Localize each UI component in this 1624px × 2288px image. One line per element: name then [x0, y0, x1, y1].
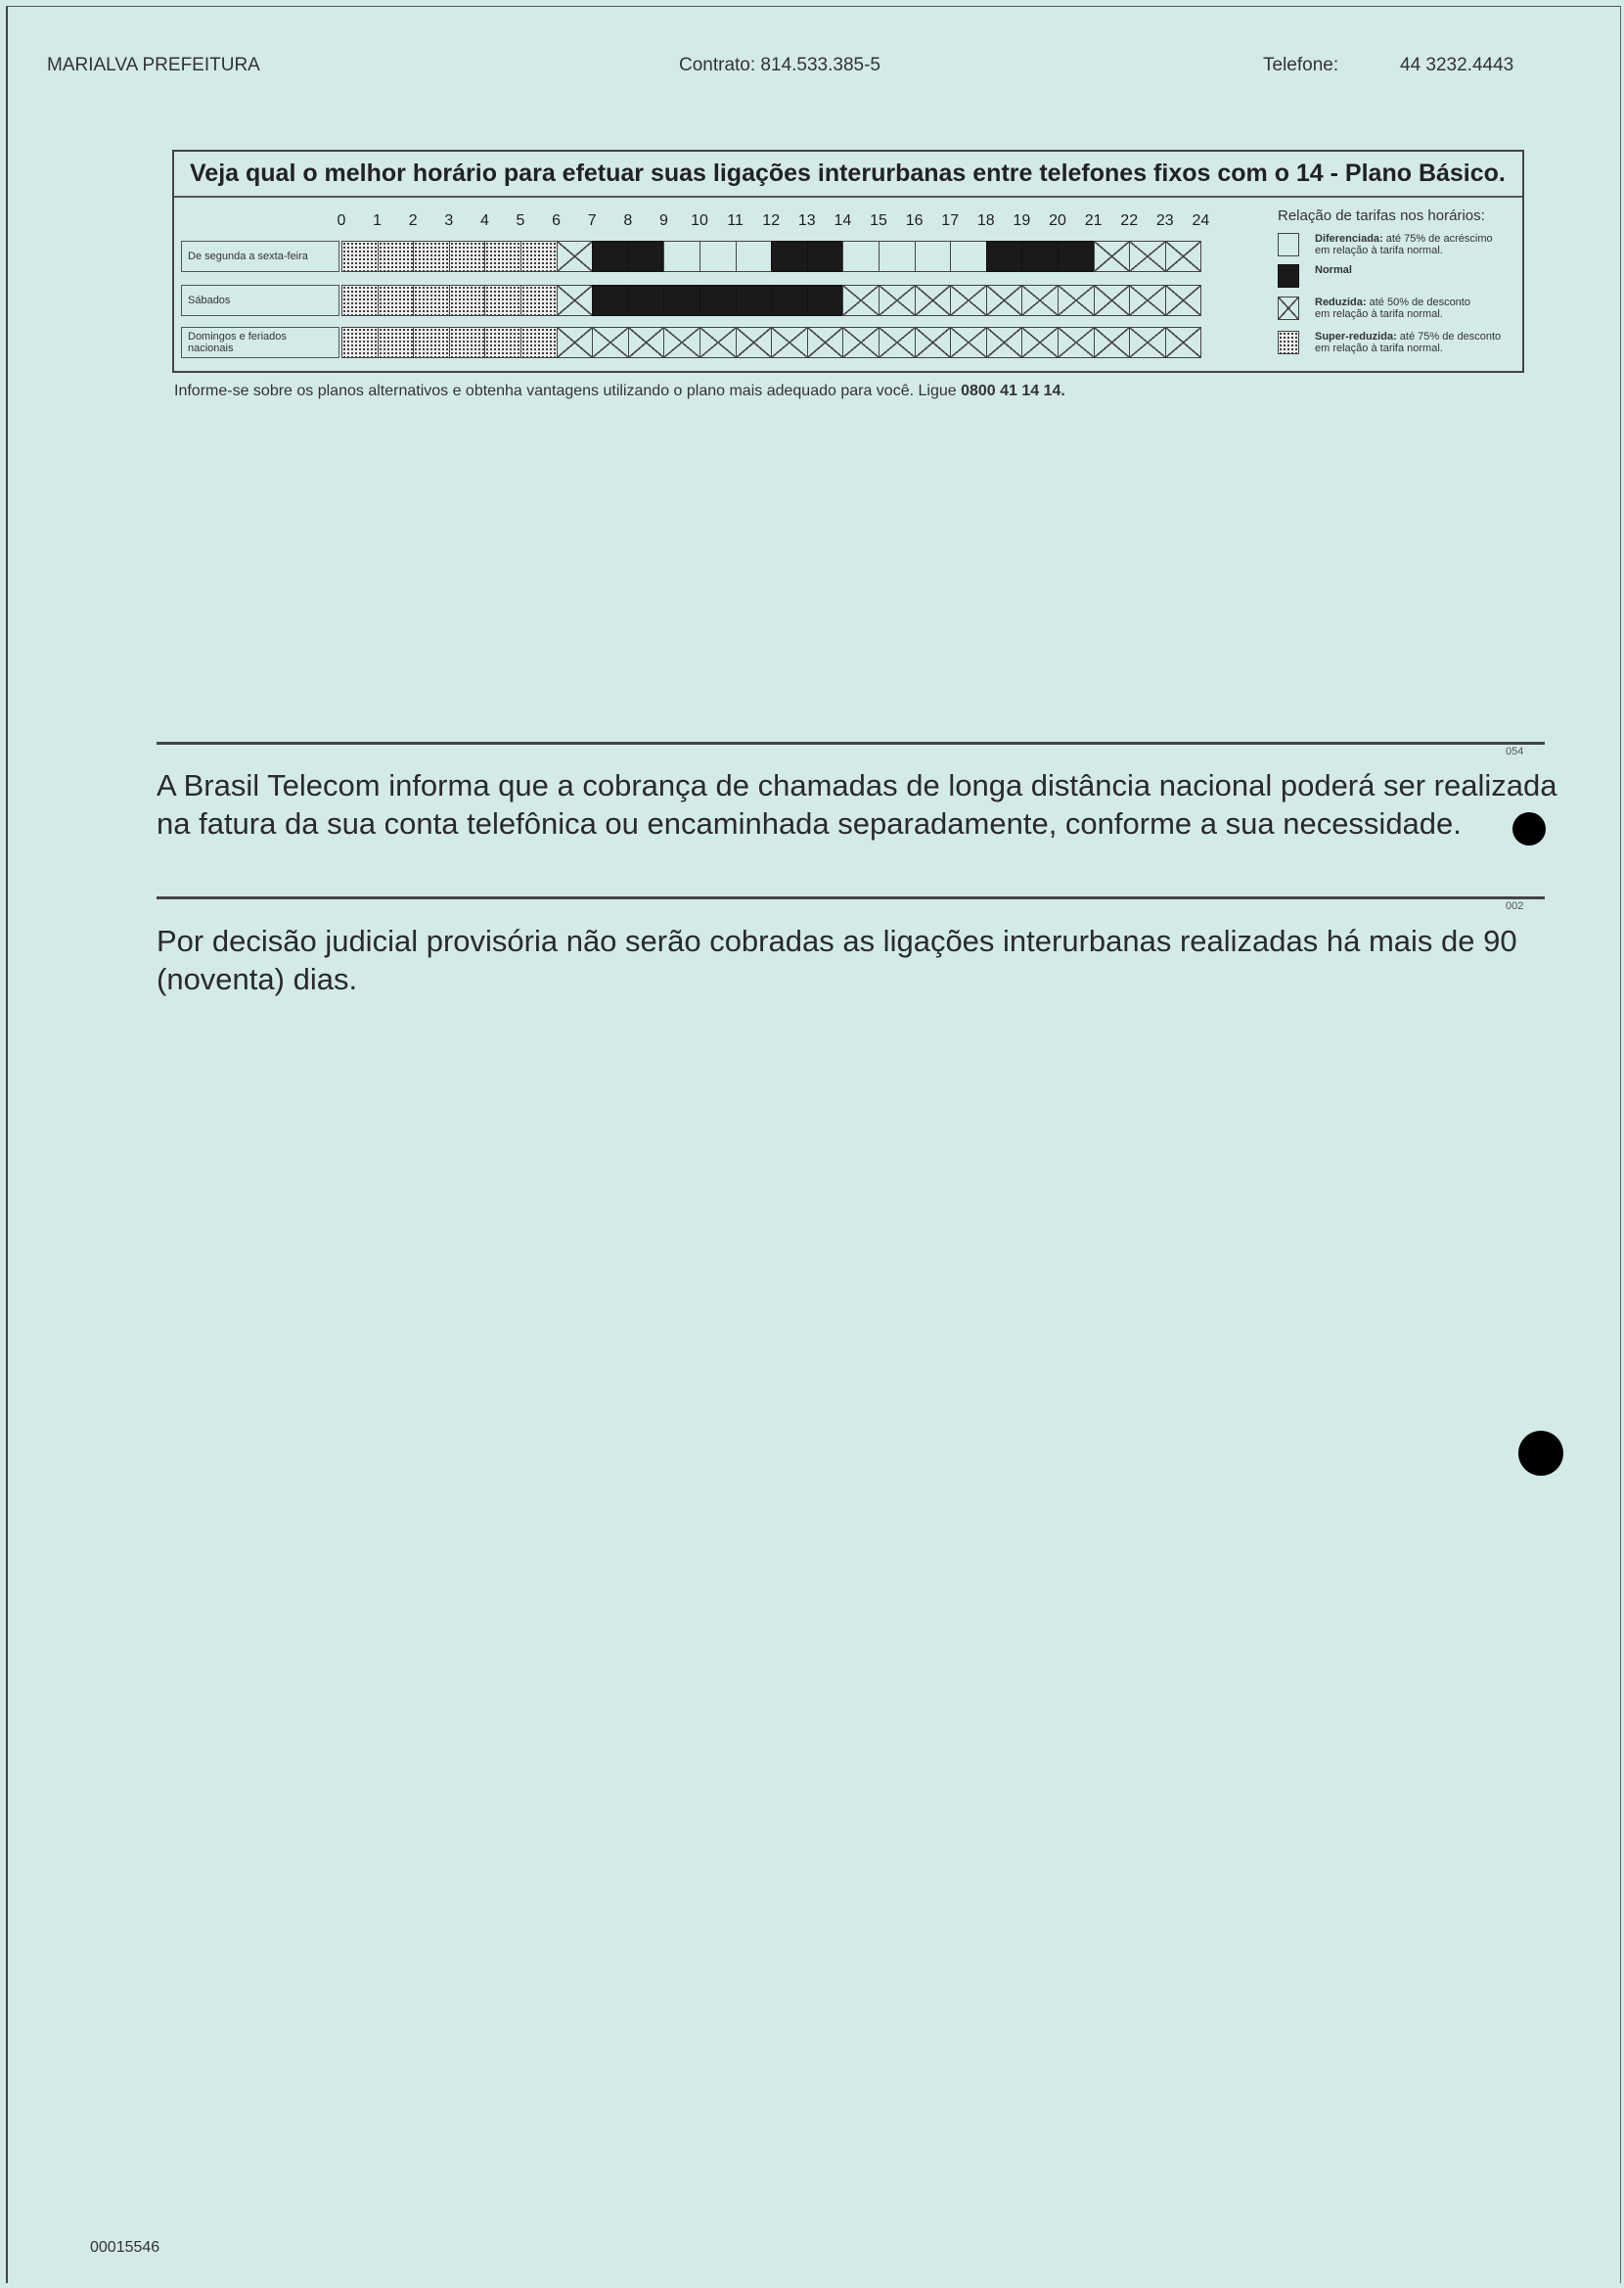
schedule-cell	[449, 327, 486, 358]
schedule-cell	[1021, 327, 1059, 358]
schedule-cell	[378, 285, 415, 316]
schedule-cell	[915, 327, 952, 358]
schedule-cell	[520, 241, 558, 272]
notice-judicial: Por decisão judicial provisória não serão cobradas as ligações interurbanas realizadas há mais de 90 (noventa) dias.	[157, 924, 1517, 996]
legend-text: Normal	[1315, 264, 1352, 276]
schedule-cell	[449, 241, 486, 272]
schedule-cell	[986, 327, 1023, 358]
hour-label: 7	[587, 212, 597, 229]
schedule-cell	[1129, 327, 1166, 358]
legend-item	[1278, 329, 1512, 358]
schedule-cell	[449, 285, 486, 316]
schedule-row-label: Sábados	[181, 285, 339, 316]
schedule-cell	[807, 285, 844, 316]
schedule-cell	[950, 327, 987, 358]
legend-title: Relação de tarifas nos horários:	[1278, 207, 1485, 224]
phone-number: 44 3232.4443	[1400, 55, 1514, 75]
schedule-cell	[807, 327, 844, 358]
schedule-cell	[699, 327, 737, 358]
hour-label: 0	[337, 212, 346, 229]
schedule-cell	[413, 327, 450, 358]
schedule-cell	[1129, 241, 1166, 272]
schedule-cell	[986, 241, 1023, 272]
hour-label: 11	[727, 212, 744, 229]
schedule-cell	[557, 327, 594, 358]
punch-mark	[1512, 812, 1546, 846]
schedule-cell	[736, 285, 773, 316]
hour-label: 13	[797, 212, 816, 229]
legend-text: Reduzida: até 50% de desconto em relação à tarifa normal.	[1315, 297, 1470, 320]
hour-label: 18	[976, 212, 995, 229]
schedule-cell	[520, 327, 558, 358]
schedule-cell	[378, 241, 415, 272]
hour-label: 6	[552, 212, 562, 229]
schedule-cell	[413, 285, 450, 316]
schedule-cell	[1094, 285, 1131, 316]
hour-label: 23	[1155, 212, 1174, 229]
schedule-cell	[915, 285, 952, 316]
divider	[157, 742, 1545, 745]
schedule-cell	[592, 327, 629, 358]
schedule-cell	[341, 241, 379, 272]
support-phone: 0800 41 14 14.	[961, 383, 1065, 399]
notice-code: 054	[1506, 746, 1524, 757]
schedule-cell	[1058, 327, 1095, 358]
phone-label: Telefone:	[1263, 55, 1339, 75]
schedule-cell	[663, 285, 700, 316]
contract-number: Contrato: 814.533.385-5	[679, 55, 880, 75]
schedule-cell	[1021, 241, 1059, 272]
hour-label: 9	[658, 212, 668, 229]
schedule-cell	[1094, 327, 1131, 358]
schedule-cell	[663, 327, 700, 358]
schedule-cell	[592, 241, 629, 272]
schedule-cell	[1094, 241, 1131, 272]
schedule-cell	[1165, 285, 1202, 316]
punch-mark	[1518, 1431, 1563, 1476]
legend-text: Super-reduzida: até 75% de desconto em relação à tarifa normal.	[1315, 331, 1502, 354]
schedule-row-label: De segunda a sexta-feira	[181, 241, 339, 272]
legend-swatch	[1278, 264, 1299, 288]
schedule-cell	[663, 241, 700, 272]
plans-info	[174, 383, 1065, 400]
schedule-cell	[1165, 327, 1202, 358]
hour-label: 1	[373, 212, 383, 229]
schedule-cell	[378, 327, 415, 358]
schedule-cell	[341, 285, 379, 316]
schedule-cell	[842, 241, 880, 272]
hour-label: 22	[1120, 212, 1139, 229]
schedule-cell	[520, 285, 558, 316]
schedule-cell	[736, 327, 773, 358]
schedule-cell	[1058, 241, 1095, 272]
schedule-title: Veja qual o melhor horário para efetuar suas ligações interurbanas entre telefones fixos com o 14 - Plano Básico.	[174, 152, 1522, 198]
schedule-cell	[1165, 241, 1202, 272]
hour-label: 5	[516, 212, 525, 229]
schedule-cell	[879, 327, 916, 358]
schedule-cell	[484, 241, 521, 272]
hour-label: 24	[1192, 212, 1210, 229]
customer-name: MARIALVA PREFEITURA	[47, 55, 260, 75]
schedule-cell	[413, 241, 450, 272]
legend-item	[1278, 262, 1512, 292]
legend-swatch	[1278, 297, 1299, 320]
legend-item	[1278, 295, 1512, 324]
schedule-cell	[950, 241, 987, 272]
schedule-cell	[771, 327, 808, 358]
schedule-cell	[879, 285, 916, 316]
schedule-cell	[1058, 285, 1095, 316]
hour-label: 4	[479, 212, 489, 229]
hour-label: 16	[905, 212, 924, 229]
schedule-cell	[557, 285, 594, 316]
hour-label: 17	[941, 212, 960, 229]
schedule-cell	[1021, 285, 1059, 316]
legend-swatch	[1278, 331, 1299, 354]
notice-billing: A Brasil Telecom informa que a cobrança de chamadas de longa distância nacional poderá ser realizada na fatura da sua conta telefônica ou encaminhada separadamente, conforme a sua necessidade.	[157, 768, 1557, 841]
hour-label: 10	[691, 212, 708, 229]
hour-label: 8	[623, 212, 633, 229]
notice-code: 002	[1506, 900, 1524, 912]
schedule-cell	[986, 285, 1023, 316]
schedule-cell	[950, 285, 987, 316]
schedule-cell	[1129, 285, 1166, 316]
hour-label: 20	[1049, 212, 1066, 229]
schedule-cell	[628, 327, 665, 358]
schedule-cell	[879, 241, 916, 272]
schedule-cell	[771, 285, 808, 316]
legend-swatch	[1278, 233, 1299, 256]
schedule-cell	[807, 241, 844, 272]
hour-label: 12	[762, 212, 781, 229]
schedule-cell	[736, 241, 773, 272]
schedule-cell	[699, 285, 737, 316]
hour-label: 14	[834, 212, 852, 229]
plans-info-text: Informe-se sobre os planos alternativos e obtenha vantagens utilizando o plano mais adequado para você. Ligue	[174, 383, 962, 399]
schedule-cell	[628, 285, 665, 316]
hour-label: 19	[1013, 212, 1031, 229]
schedule-cell	[484, 327, 521, 358]
divider	[157, 896, 1545, 899]
schedule-cell	[628, 241, 665, 272]
document-number: 00015546	[90, 2239, 160, 2256]
schedule-cell	[842, 327, 880, 358]
hour-label: 21	[1084, 212, 1103, 229]
hour-label: 3	[444, 212, 454, 229]
schedule-cell	[699, 241, 737, 272]
schedule-cell	[592, 285, 629, 316]
schedule-cell	[341, 327, 379, 358]
schedule-row-label: Domingos e feriados nacionais	[181, 327, 339, 358]
schedule-cell	[842, 285, 880, 316]
schedule-cell	[484, 285, 521, 316]
schedule-cell	[915, 241, 952, 272]
schedule-cell	[557, 241, 594, 272]
legend-text: Diferenciada: até 75% de acréscimo em relação à tarifa normal.	[1315, 233, 1493, 256]
schedule-cell	[771, 241, 808, 272]
hour-label: 15	[870, 212, 887, 229]
legend-item	[1278, 231, 1512, 260]
hour-label: 2	[408, 212, 418, 229]
